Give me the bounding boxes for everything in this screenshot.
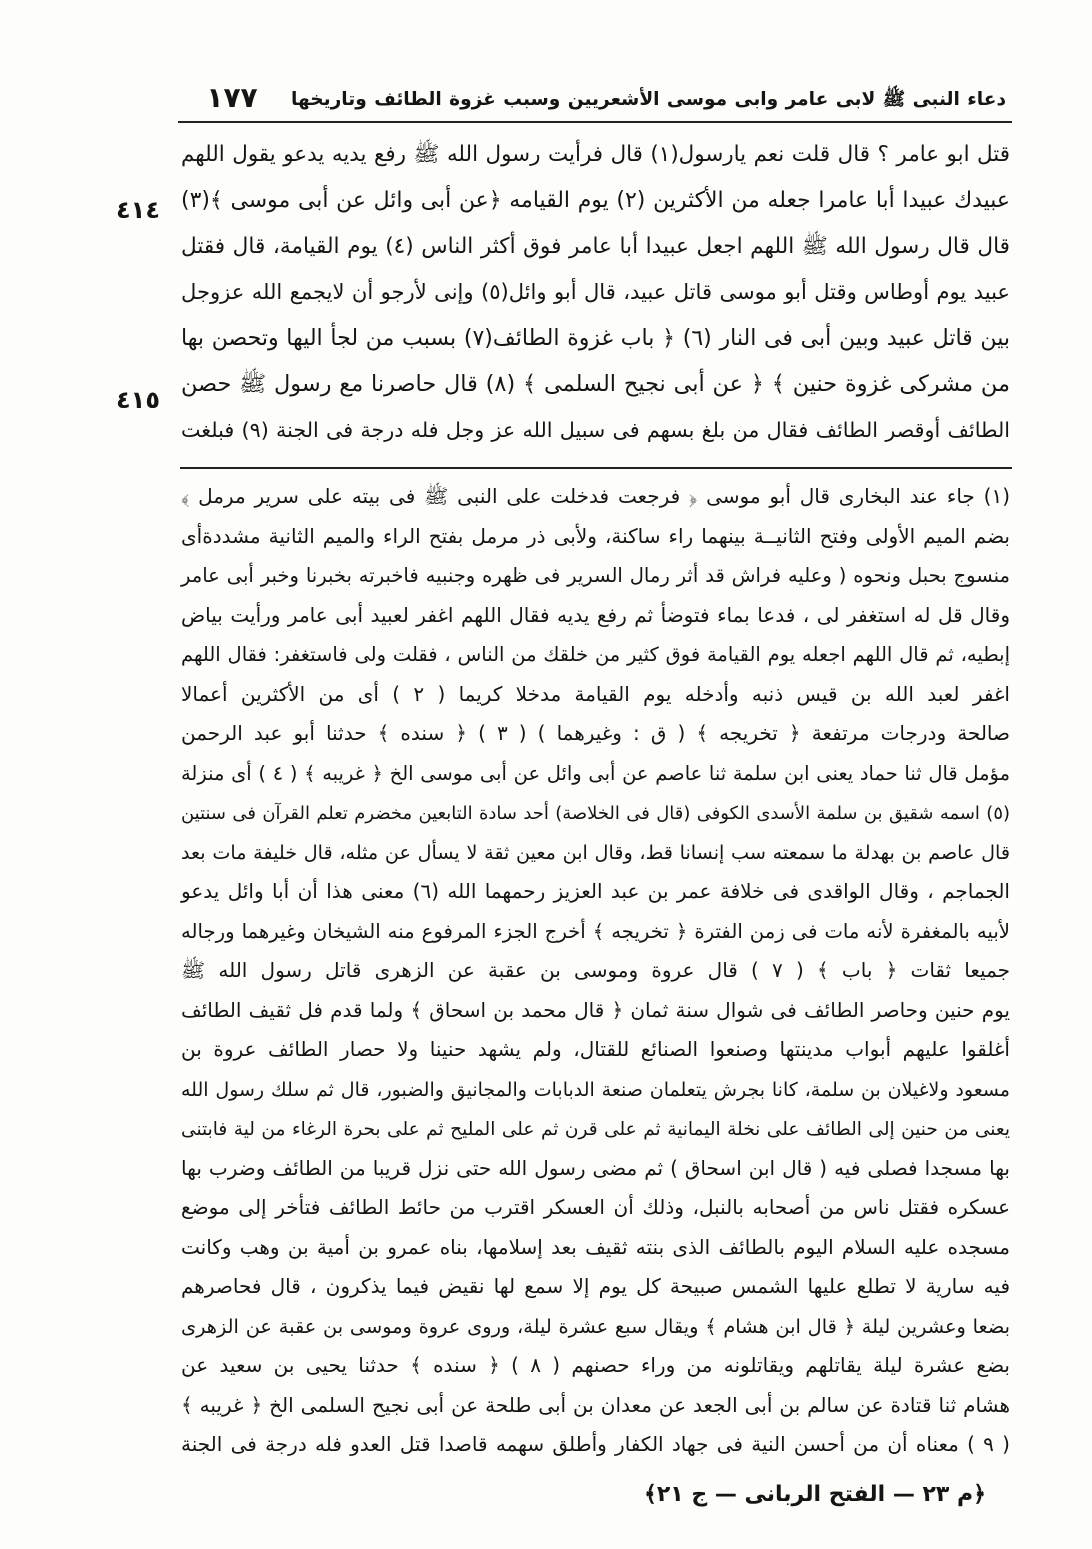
margin-hadith-number: ٤١٥ — [116, 386, 160, 414]
footnote-row — [180, 556, 1010, 596]
footnote-line: يعنى من حنين إلى الطائف على نخلة اليمانية ثم على قرن ثم على المليح ثم على بحرة الرغاء من لية فابتنى — [181, 1119, 1010, 1140]
footnote-line: (٥) اسمه شقيق بن سلمة الأسدى الكوفى (قال فى الخلاصة) أحد سادة التابعين مخضرم تعلم القرآن فى سنتين — [181, 803, 1010, 824]
footnote-row — [180, 1267, 1010, 1307]
footnote-row — [180, 872, 1010, 912]
main-text-row — [180, 176, 1010, 222]
footnote-line: اغفر لعبد الله بن قيس ذنبه وأدخله يوم القيامة مدخلا كريما ( ٢ ) أى من الأكثرين أعمالا — [180, 681, 1010, 706]
main-text-row — [180, 360, 1010, 406]
footnote-line: جميعا ثقات ﴿ باب ﴾ ( ٧ ) قال عروة وموسى بن عقبة عن الزهرى قاتل رسول الله ﷺ — [181, 958, 1010, 982]
footnote-line: (١) جاء عند البخارى قال أبو موسى ﴿ فرجعت فدخلت على النبى ﷺ فى بيته على سرير مرمل ﴾ — [181, 484, 1010, 508]
main-text-row — [180, 222, 1010, 268]
main-text-line: عبيد يوم أوطاس وقتل أبو موسى قاتل عبيد، قال أبو وائل(٥) وإنى لأرجو أن لايجمع الله عزوجل — [181, 279, 1010, 304]
footnote-row — [180, 912, 1010, 952]
footnote-row — [180, 596, 1010, 636]
footnote-row — [180, 951, 1010, 991]
footnote-line: فيه سارية لا تطلع عليها الشمس صبيحة كل يوم إلا سمع لها نقيض فيما يذكرون ، قال فحاصرهم — [181, 1274, 1010, 1298]
footnote-line: بضع عشرة ليلة يقاتلهم ويقاتلونه من وراء حصنهم ( ٨ ) ﴿ سنده ﴾ حدثنا يحيى بن سعيد عن — [180, 1353, 1010, 1377]
footnote-row — [180, 1188, 1010, 1228]
footnote-row — [180, 1425, 1010, 1465]
footnote-row — [180, 714, 1010, 754]
footnote-row — [180, 1346, 1010, 1386]
margin-hadith-number: ٤١٤ — [116, 196, 160, 224]
running-header-text: دعاء النبى ﷺ لابى عامر وابى موسى الأشعريين وسبب غزوة الطائف وتاريخها — [291, 89, 1006, 110]
footnotes-block — [180, 477, 1010, 1465]
footnote-row — [180, 1149, 1010, 1189]
footnote-line: مسجده عليه السلام اليوم بالطائف الذى بنته ثقيف بعد إسلامها، بناه عمرو بن أمية بن وهب وكانت — [181, 1234, 1010, 1259]
footnote-line: مؤمل قال ثنا حماد يعنى ابن سلمة ثنا عاصم عن أبى وائل عن أبى موسى الخ ﴿ غريبه ﴾ ( ٤ ) أى منزلة — [181, 761, 1010, 785]
footnote-line: عسكره فقتل ناس من أصحابه بالنبل، وذلك أن العسكر اقترب من حائط الطائف فتأخر إلى موضع — [181, 1195, 1010, 1219]
footnote-line: بها مسجدا فصلى فيه ( قال ابن اسحاق ) ثم مضى رسول الله حتى نزل قريبا من الطائف وضرب بها — [181, 1155, 1010, 1180]
footnote-separator — [180, 467, 1012, 469]
running-header — [290, 75, 1006, 121]
footnote-row — [180, 477, 1010, 517]
footnote-row — [180, 833, 1010, 873]
header-rule — [178, 121, 1012, 123]
footer-signature: ﴿م ٢٣ — الفتح الربانى — ج ٢١﴾ — [643, 1482, 987, 1507]
main-text-row — [180, 268, 1010, 314]
footnote-line: إبطيه، ثم قال اللهم اجعله يوم القيامة فوق كثير من خلقك من الناس ، فقلت ولى فاستغفر: فقال اللهم — [181, 643, 1010, 666]
footnote-row — [180, 754, 1010, 794]
footnote-row — [180, 793, 1010, 833]
footnote-row — [180, 991, 1010, 1031]
footnote-line: أغلقوا عليهم أبواب مدينتها وصنعوا الصنائع للقتال، ولم يشهد حنينا ولا حصار الطائف عروة بن — [181, 1037, 1010, 1061]
footnote-line: ( ٩ ) معناه أن من أحسن النية فى جهاد الكفار وأطلق سهمه قاصدا قتل العدو فله درجة فى الجنة — [181, 1432, 1010, 1456]
main-text-row — [180, 406, 1010, 452]
footnote-line: مسعود ولاغيلان بن سلمة، كانا بجرش يتعلمان صنعة الدبابات والمجانيق والضبور، قال ثم سلك رسول الله — [181, 1078, 1010, 1101]
footnote-row — [180, 1109, 1010, 1149]
footnote-line: وقال قل له استغفر لى ، فدعا بماء فتوضأ ثم رفع يديه فقال اللهم اغفر لعبيد أبى عامر ورأيت بياض — [181, 602, 1010, 627]
footnote-row — [180, 517, 1010, 557]
footnote-row — [180, 635, 1010, 675]
footnote-line: بضم الميم الأولى وفتح الثانيــة بينهما راء ساكنة، ولأبى ذر مرمل بفتح الراء والميم الثانية مشددةأى — [181, 523, 1010, 548]
main-text-row — [180, 130, 1010, 176]
footnote-row — [180, 1307, 1010, 1347]
footnote-line: هشام ثنا قتادة عن سالم بن أبى الجعد عن معدان بن أبى طلحة عن أبى نجيح السلمى الخ ﴿ غريبه ﴾ — [181, 1392, 1010, 1417]
footnote-line: صالحة ودرجات مرتفعة ﴿ تخريجه ﴾ ( ق : وغيرهما ) ( ٣ ) ﴿ سنده ﴾ حدثنا أبو عبد الرحمن — [181, 721, 1010, 745]
footnote-line: بضعا وعشرين ليلة ﴿ قال ابن هشام ﴾ ويقال سبع عشرة ليلة، وروى عروة وموسى بن عقبة عن الزهرى — [181, 1314, 1010, 1338]
footnote-row — [180, 1386, 1010, 1426]
main-text-line: قال قال رسول الله ﷺ اللهم اجعل عبيدا أبا عامر فوق أكثر الناس (٤) يوم القيامة، قال فقتل — [181, 234, 1010, 259]
footnote-line: يوم حنين وحاصر الطائف فى شوال سنة ثمان ﴿ قال محمد بن اسحاق ﴾ ولما قدم فل ثقيف الطائف — [181, 997, 1010, 1022]
main-text-line: قتل ابو عامر ؟ قال قلت نعم يارسول(١) قال فرأيت رسول الله ﷺ رفع يديه يدعو يقول اللهم — [181, 142, 1010, 167]
main-text-line: من مشركى غزوة حنين ﴾ ﴿ عن أبى نجيح السلمى ﴾ (٨) قال حاصرنا مع رسول ﷺ حصن — [180, 371, 1010, 397]
footnote-line: الجماجم ، وقال الواقدى فى خلافة عمر بن عبد العزيز رحمهما الله (٦) معنى هذا أن أبا وائل يدعو — [181, 879, 1010, 903]
footnote-line: لأبيه بالمغفرة لأنه مات فى زمن الفترة ﴿ تخريجه ﴾ أخرج الجزء المرفوع منه الشيخان وغيرهما ورجاله — [181, 919, 1010, 943]
footnote-line: منسوج بحبل ونحوه ( وعليه فراش قد أثر رمال السرير فى ظهره وجنبيه فاخبرته بخبرنا وخبر أبى عامر — [181, 564, 1010, 587]
page-footer — [620, 1474, 1010, 1516]
footnote-row — [180, 675, 1010, 715]
main-text-row — [180, 314, 1010, 360]
footnote-line: قال عاصم بن بهدلة ما سمعته سب إنسانا قط، وقال ابن معين ثقة لا يسأل عن مثله، قال خليفة مات بعد — [181, 840, 1010, 864]
main-text-line: بين قاتل عبيد وبين أبى فى النار (٦) ﴿ باب غزوة الطائف(٧) بسبب من لجأ اليها وتحصن بها — [180, 326, 1010, 351]
page-number: ١٧٧ — [206, 81, 258, 114]
footnote-row — [180, 1030, 1010, 1070]
footnote-row — [180, 1070, 1010, 1110]
main-text-block — [180, 130, 1010, 452]
main-text-line: عبيدك عبيدا أبا عامرا جعله من الأكثرين (٢) يوم القيامه ﴿عن أبى وائل عن أبى موسى ﴾(٣) — [181, 188, 1010, 213]
footnote-row — [180, 1228, 1010, 1268]
main-text-line: الطائف أوقصر الطائف فقال من بلغ بسهم فى سبيل الله عز وجل فله درجة فى الجنة (٩) فبلغت — [180, 418, 1010, 442]
